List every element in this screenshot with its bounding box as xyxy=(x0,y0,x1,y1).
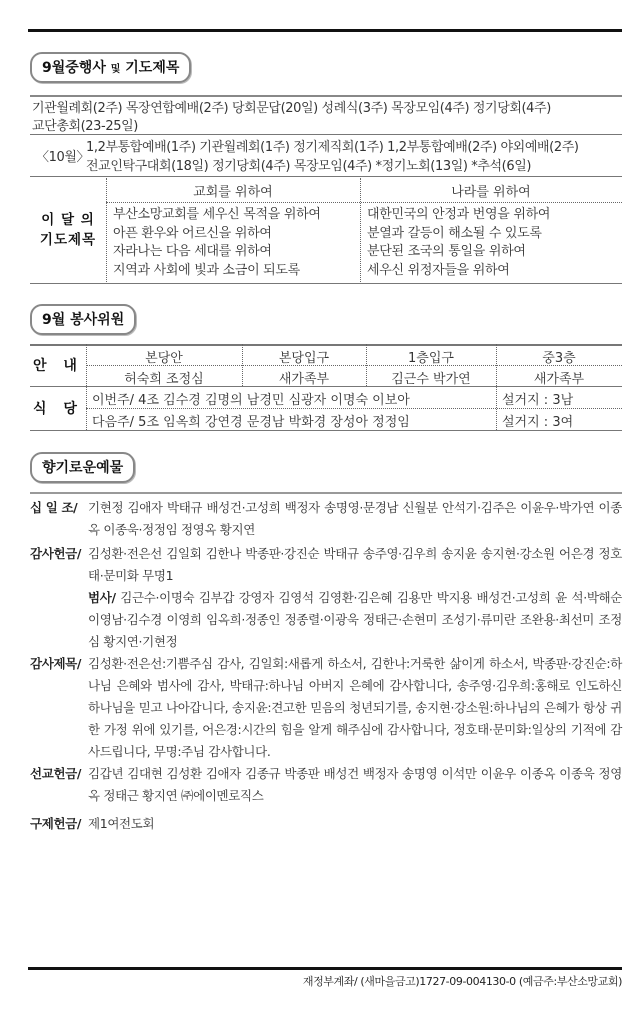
nation-header: 나라를 위하여 xyxy=(451,185,531,200)
top-rule xyxy=(28,29,622,32)
guide-place: 1층입구 xyxy=(408,351,454,366)
offering-relief xyxy=(30,813,622,835)
offering-key: 구제헌금/ xyxy=(30,816,82,831)
guide-place: 본당입구 xyxy=(278,351,330,366)
nation-item: 대한민국의 안정과 번영을 위하여 xyxy=(367,207,551,222)
church-header: 교회를 위하여 xyxy=(193,185,273,200)
guide-people: 새가족부 xyxy=(533,372,585,387)
section-title-offerings xyxy=(30,452,135,483)
october-rule xyxy=(30,176,622,177)
title-tail: 기도제목 xyxy=(125,60,180,76)
volunteer-table xyxy=(30,344,622,430)
vol-bottom-rule xyxy=(30,430,622,431)
guide-people: 김근수 박가연 xyxy=(391,372,471,387)
offering-tithe xyxy=(30,497,622,541)
dining-team-this-week: 이번주/ 4조 김수경 김명의 남경민 심광자 이명숙 이보아 xyxy=(92,393,410,408)
guide-people: 허숙희 조정심 xyxy=(124,372,204,387)
church-item: 자라나는 다음 세대를 위하여 xyxy=(113,244,272,259)
offering-value: 김성환·전은선 김일회 김한나 박종판·강진순 박태규 송주영·김우희 송지윤 송지현·강소원 어은경 정호태·문미화 무명1 xyxy=(88,546,622,583)
guide-label: 안 내 xyxy=(33,358,83,374)
offering-sub xyxy=(88,587,622,653)
october-label: 〈10월〉 xyxy=(36,150,90,165)
september-events-line-2: 교단총회(23-25일) xyxy=(32,119,138,134)
prayer-table xyxy=(30,178,622,282)
volunteers-title: 9월 봉사위원 xyxy=(42,312,125,328)
nation-item: 분단된 조국의 통일을 위하여 xyxy=(367,244,526,259)
october-events-line-1: 1,2부통합예배(1주) 기관월례회(1주) 정기제직회(1주) 1,2부통합예배(2주) 야외예배(2주) xyxy=(86,140,579,155)
bottom-rule xyxy=(28,967,622,970)
offering-sub-value: 김근수·이명숙 김부갑 강영자 김영석 김영환·김은혜 김용만 박지용 배성건·고성희 윤 석·박해순 이영남·김수경 이영희 임옥희·정종인 정종렬·이광욱 정태근·손현미 조성기·류미란 조완용·최선미 조정심 황지연·기현정 xyxy=(88,590,622,649)
prayer-divider xyxy=(106,202,622,203)
vol-mid-rule xyxy=(30,386,622,387)
nation-item: 세우신 위정자들을 위하여 xyxy=(367,262,510,278)
dining-dishes-this-week: 설거지 : 3남 xyxy=(502,393,574,408)
bank-account: 재정부계좌/ (새마을금고)1727-09-004130-0 (예금주:부산소망교회) xyxy=(302,975,622,988)
prayer-label-line-1: 이 달 의 xyxy=(41,212,95,228)
title-conj: 및 xyxy=(110,64,121,75)
prayer-label xyxy=(30,178,106,282)
offering-key: 선교헌금/ xyxy=(30,766,82,781)
dining-label: 식 당 xyxy=(33,401,83,417)
dining-dishes-next-week: 설거지 : 3여 xyxy=(502,415,574,430)
september-events-line-1: 기관월례회(2주) 목장연합예배(2주) 당회문답(20일) 성례식(3주) 목장모임(4주) 정기당회(4주) xyxy=(32,101,551,116)
offering-value: 김성환·전은선:기쁨주심 감사, 김일회:새롭게 하소서, 김한나:거룩한 삶이게 하소서, 박종판·강진순:하나님 은혜와 범사에 감사, 박태규:하나님 아버지 은혜에 감사합니다, 송주영·김우희:홍해로 인도하신 하나님을 믿고 나아갑니다, 송지윤:견고한 믿음의 청년되기를, 송지현·강소원:하나님의 은혜가 항상 귀한 가정 위에 있기를, 어은경:시간의 힘을 알게 해주심에 감사합니다, 정호태·문미화:일상의 기적에 감사드립니다, 무명:주님 감사합니다. xyxy=(88,656,622,759)
offering-value: 제1여전도회 xyxy=(88,816,155,831)
section-title-volunteers xyxy=(30,304,136,335)
offering-value: 기현정 김애자 박태규 배성건·고성희 백정자 송명영·문경남 신월분 안석기·김주은 이윤우·박가연 이종옥 이종욱·정정임 정영옥 황지연 xyxy=(88,500,622,537)
september-rule xyxy=(30,134,622,135)
nation-item: 분열과 갈등이 해소될 수 있도록 xyxy=(367,225,542,241)
nation-items xyxy=(367,206,550,280)
october-events-line-2: 전교인탁구대회(18일) 정기당회(4주) 목장모임(4주) *정기노회(13일) *추석(6일) xyxy=(86,159,532,174)
prayer-bottom-rule xyxy=(30,283,622,284)
offering-key: 십 일 조/ xyxy=(30,500,78,515)
church-item: 부산소망교회를 세우신 목적을 위하여 xyxy=(113,207,321,222)
guide-place: 중3층 xyxy=(542,351,576,366)
offering-key: 감사헌금/ xyxy=(30,546,82,561)
offering-thanks-topics xyxy=(30,653,622,763)
church-item: 지역과 사회에 빛과 소금이 되도록 xyxy=(113,262,300,278)
vol-divider xyxy=(86,408,622,409)
guide-people: 새가족부 xyxy=(278,372,330,387)
prayer-label-line-2: 기도제목 xyxy=(39,232,97,248)
church-items xyxy=(113,206,321,280)
offering-value: 김갑년 김대현 김성환 김애자 김종규 박종판 배성건 백정자 송명영 이석만 이윤우 이종옥 이종욱 정영옥 정태근 황지연 ㈜에이멘로직스 xyxy=(88,766,622,803)
dining-team-next-week: 다음주/ 5조 임옥희 강연경 문경남 박화경 장성아 정정임 xyxy=(92,415,410,430)
offering-thanks xyxy=(30,543,622,653)
church-item: 아픈 환우와 어르신을 위하여 xyxy=(113,225,272,241)
offering-key: 감사제목/ xyxy=(30,656,82,671)
offering-mission xyxy=(30,763,622,807)
offerings-title: 향기로운예물 xyxy=(42,460,124,476)
title-main: 9월중행사 xyxy=(42,60,106,76)
offering-sub-key: 범사/ xyxy=(88,590,116,605)
vol-top-rule xyxy=(30,344,622,346)
section-title-events xyxy=(30,52,191,83)
offerings-rule xyxy=(30,492,622,494)
guide-place: 본당안 xyxy=(145,351,183,366)
